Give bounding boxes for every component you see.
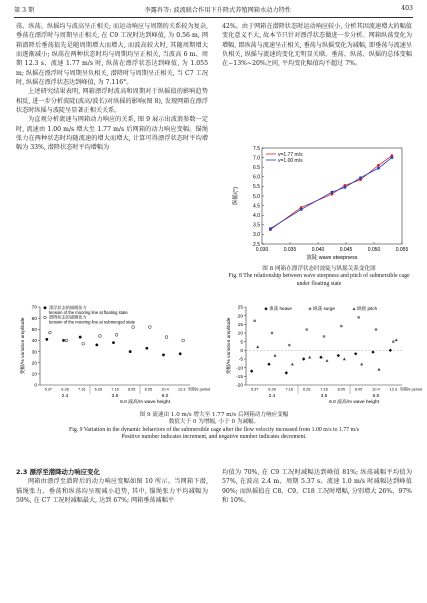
data-point <box>250 369 253 372</box>
legend-swatch <box>44 307 47 310</box>
data-point <box>165 336 168 339</box>
data-point <box>98 335 101 338</box>
data-point <box>179 352 182 355</box>
y-tick-label: 4.5 <box>253 203 260 210</box>
data-point <box>302 357 305 360</box>
legend-label: 漂浮状态的锚绳张力 <box>49 305 87 310</box>
y-tick-label: 6.5 <box>253 165 260 171</box>
data-point <box>323 335 325 337</box>
data-point <box>305 328 307 330</box>
y-tick-label: -10 <box>236 366 243 372</box>
figure-9-chart <box>14 303 423 407</box>
left-column <box>16 22 208 153</box>
y-axis-label: 变幅/% variation amplitude <box>21 317 26 375</box>
data-point <box>45 338 48 341</box>
y-tick-label: -15 <box>236 375 243 381</box>
x-tick-label: 0.045 <box>339 247 353 253</box>
data-point <box>300 208 303 211</box>
figure-9-caption-sub: 数值大于 0 为增幅, 小于 0 为减幅。 <box>168 419 260 426</box>
y-tick-label: 7.0 <box>253 155 260 162</box>
data-point <box>62 339 65 342</box>
figure-9-caption-en-sub: Positive number indicates increment, and negative number indicates decrement. <box>121 433 307 440</box>
data-point <box>79 336 82 339</box>
x-tick-label: 0.055 <box>395 247 409 253</box>
period-tick-label: 8.05 <box>354 387 363 392</box>
data-point <box>337 354 340 357</box>
data-point <box>340 325 342 327</box>
y-tick-label: 5.5 <box>253 184 260 191</box>
y-tick-label: 0 <box>240 349 243 355</box>
legend-label: tension of the mooring line at submerged state <box>49 319 136 325</box>
data-point <box>253 320 255 322</box>
paragraph: 为直观分析流速与网箱动力响应的关系, 图 9 展示出波浪参数一定时, 流速由 1.00 m/s 增大至 1.77 m/s 后网箱的动力响应变幅。锚绳张力在两种状态时均随流速的增大而增大, 计算可得漂浮状态时平均增幅为 33%, 潜降状态时平均增幅为 <box>16 116 208 152</box>
data-point <box>360 363 363 366</box>
running-header <box>14 5 413 18</box>
y-tick-label: 60 <box>31 316 37 322</box>
data-point <box>395 338 398 341</box>
page-number: 403 <box>401 5 413 12</box>
y-tick-label: 2.5 <box>253 241 260 248</box>
data-point <box>354 352 357 355</box>
period-tick-label: 7.16 <box>111 387 119 392</box>
y-tick-label: 5 <box>240 340 243 346</box>
wave-height-label: 6.0 <box>372 394 380 399</box>
data-point <box>375 328 377 330</box>
legend-label: 纵摇 pitch <box>357 306 378 311</box>
issue-number: 第 3 期 <box>14 7 35 14</box>
right-column <box>222 22 412 69</box>
period-tick-label: 6.26 <box>302 387 311 392</box>
data-point <box>267 363 270 366</box>
period-label: 周期/s period <box>188 387 211 392</box>
y-tick-label: 20 <box>31 361 37 367</box>
x-tick-label: 0.035 <box>283 247 297 253</box>
period-tick-label: 6.28 <box>61 387 69 392</box>
legend-label: v=1.00 m/s <box>278 157 303 164</box>
period-tick-label: 5.37 <box>250 387 259 392</box>
data-point <box>82 342 85 345</box>
data-point <box>392 340 394 342</box>
data-point <box>344 186 347 189</box>
data-point <box>148 326 151 329</box>
y-tick-label: 10 <box>237 331 243 337</box>
y-tick-label: 3.0 <box>253 232 260 239</box>
paragraph: 上述研究结果表明, 网箱漂浮时波高和周期对于纵摇值的影响趋势相反, 进一步分析波陡(波高/波长)对纵摇的影响(图 8), 发现网箱在漂浮状态时纵摇与波陡呈显著正相关关系。 <box>16 88 208 115</box>
x-tick-label: 0.050 <box>367 247 381 253</box>
paragraph: 均值为 70%, 在 C9 工况时减幅达到峰值 81%; 纵荡减幅平均值为 57%, 在波高 2.4 m、周期 5.37 s、流速 1.0 m/s 时减幅达到峰值 90%; 而纵摇值在 C8、C9、C18 工况时增幅, 分别增大 26%、97% 和 10%。 <box>222 469 412 505</box>
data-point <box>389 349 392 352</box>
right-column-lower <box>222 468 412 505</box>
data-point <box>377 167 380 170</box>
y-tick-label: 0 <box>34 383 37 389</box>
period-label: 周期/s period <box>400 387 423 392</box>
y-tick-label: 3.5 <box>253 222 260 229</box>
data-point <box>271 332 273 334</box>
period-tick-label: 10.4 <box>161 387 169 392</box>
y-tick-label: 4.0 <box>253 213 260 219</box>
wave-height-label: 3.6 <box>320 394 328 399</box>
period-tick-label: 12.3 <box>389 387 398 392</box>
data-point <box>331 191 334 194</box>
legend-label: 潜降状态的锚绳张力 <box>49 314 87 320</box>
y-tick-label: 30 <box>31 350 37 356</box>
period-tick-label: 6.26 <box>94 387 103 392</box>
legend-label: tension of the mooring line at floating state <box>49 309 128 315</box>
data-point <box>288 344 290 346</box>
paragraph: 荡、纵荡、纵摇均与波高呈正相关; 而运动响应与周期的关系较为复杂, 垂荡在漂浮时与周期呈正相关, 在 C9 工况时达到峰值, 为 0.56 m, 网箱潜降后垂荡值先是随周期增大而增大, 而波高较大时, 其随周期增大而逐渐减小; 纵荡在两种状态时均与周期均呈正相关, 当波高 6 m、周期 12.3 s、流速 1.77 m/s 时, 纵荡在漂浮状态达到峰值, 为 1.055 m; 纵摇在漂浮时与周期呈负相关, 潜降时与周期呈正相关, 当 C7 工况时, 纵摇在漂浮状态达到峰值, 为 7.116°。 <box>16 23 208 87</box>
y-axis-label: 变幅/% variation amplitude <box>227 317 232 375</box>
figure-9-caption <box>14 412 414 441</box>
legend-label: 垂荡 heave <box>269 306 292 311</box>
period-tick-label: 5.37 <box>44 387 53 392</box>
figure-9-caption-cn: 图 9 流速由 1.0 m/s 增大至 1.77 m/s 后网箱动力响应变幅 <box>139 412 289 418</box>
period-tick-label: 6.28 <box>268 387 276 392</box>
data-point <box>162 354 165 357</box>
legend-label: 纵荡 surge <box>313 306 335 311</box>
wave-height-label: 3.6 <box>111 394 119 399</box>
y-tick-label: 40 <box>31 339 37 345</box>
y-tick-label: 20 <box>237 314 243 320</box>
data-point <box>326 359 329 362</box>
data-point <box>269 227 272 230</box>
y-tick-label: 70 <box>31 305 37 311</box>
paragraph: 42%。由于网箱在潜降状态时运动响应较小, 分析其因流速增大的幅值变化意义不大, 故本节只针对漂浮状态做进一步分析。网箱纵荡变化为增幅, 即纵荡与流速呈正相关, 垂荡与纵摇变化为减幅, 即垂荡与流速呈负相关, 纵摇与流速的变化无明显关联。垂荡、纵荡、纵摇的总体变幅在−13%~20%之间, 平均变化幅值均不超过 7%。 <box>222 23 412 68</box>
left-column-lower <box>16 468 208 505</box>
data-point <box>132 326 135 329</box>
wave-height-label: 2.4 <box>268 394 276 399</box>
data-point <box>391 156 394 159</box>
period-tick-label: 10.4 <box>372 387 380 392</box>
data-point <box>145 347 148 350</box>
legend-swatch <box>264 307 267 310</box>
y-tick-label: 6.0 <box>253 174 260 181</box>
x-axis-label: 6.0 波高/m wave height <box>120 400 170 405</box>
paragraph: 网箱由漂浮至潜降后的动力响应变幅如图 10 所示。当网箱下潜, 锚绳张力、垂荡和纵荡均呈现减小趋势, 其中, 锚绳张力平均减幅为 59%, 在 C7 工况时减幅最大, 达到 67%; 网箱垂荡减幅平 <box>16 478 208 505</box>
data-point <box>274 354 277 357</box>
y-tick-label: -20 <box>236 383 243 389</box>
legend-swatch <box>353 307 356 310</box>
data-point <box>112 341 115 344</box>
y-tick-label: 7.5 <box>253 145 260 152</box>
y-tick-label: 50 <box>31 327 37 333</box>
y-tick-label: 15 <box>237 323 243 329</box>
x-tick-label: 0.040 <box>311 247 325 253</box>
period-tick-label: 8.05 <box>337 387 346 392</box>
data-point <box>357 316 359 318</box>
legend-swatch <box>309 308 311 310</box>
data-point <box>48 331 51 334</box>
figure-8-caption <box>226 266 412 288</box>
period-tick-label: 8.05 <box>144 387 153 392</box>
y-tick-label: 25 <box>237 305 243 311</box>
y-tick-label: 10 <box>31 372 37 378</box>
data-point <box>308 356 311 359</box>
data-point <box>95 343 98 346</box>
data-point <box>343 357 346 360</box>
data-point <box>319 356 322 359</box>
data-point <box>377 164 380 167</box>
data-point <box>378 368 381 371</box>
wave-height-label: 6.0 <box>161 394 169 399</box>
data-point <box>182 339 185 342</box>
x-tick-label: 0.030 <box>255 247 269 253</box>
data-point <box>256 345 259 348</box>
data-point <box>291 363 294 366</box>
period-tick-label: 7.16 <box>320 387 328 392</box>
figure-8-caption-en: Fig. 8 The relationship between wave steepness and pitch of submersible cage under floating state <box>228 273 410 287</box>
data-point <box>371 350 374 353</box>
wave-height-label: 2.4 <box>61 394 69 399</box>
y-axis-label: 纵摇/(°) <box>233 186 239 206</box>
x-axis-label: 6.0 波高/m wave height <box>329 400 379 405</box>
period-tick-label: 12.3 <box>177 387 186 392</box>
period-tick-label: 7.16 <box>285 387 294 392</box>
figure-8-caption-cn: 图 8 网箱在漂浮状态时波陡与纵摇关系变化图 <box>262 266 376 272</box>
data-point <box>129 350 132 353</box>
figure-9-caption-en: Fig. 9 Variation in the dynamic behaviors of the submersible cage after the flow velocity increased from 1.00 m/s to 1.77 m/s <box>69 426 359 433</box>
section-heading: 2.3 漂浮至潜降动力响应变化 <box>16 468 100 476</box>
figure-8-chart <box>228 142 412 266</box>
data-point <box>359 176 362 179</box>
y-tick-label: 5.0 <box>253 193 260 200</box>
data-point <box>65 339 68 342</box>
period-tick-label: 7.16 <box>77 387 86 392</box>
data-point <box>115 333 118 336</box>
legend-label: v=1.77 m/s <box>278 151 303 158</box>
y-tick-label: -5 <box>238 357 243 363</box>
x-axis-label: 波陡 wave steepness <box>306 255 358 261</box>
data-point <box>285 371 288 374</box>
legend-swatch <box>44 316 47 319</box>
running-title: 李露冉等: 波流联合作用下升降式养殖网箱水动力特性 <box>144 7 291 14</box>
period-tick-label: 8.05 <box>127 387 136 392</box>
